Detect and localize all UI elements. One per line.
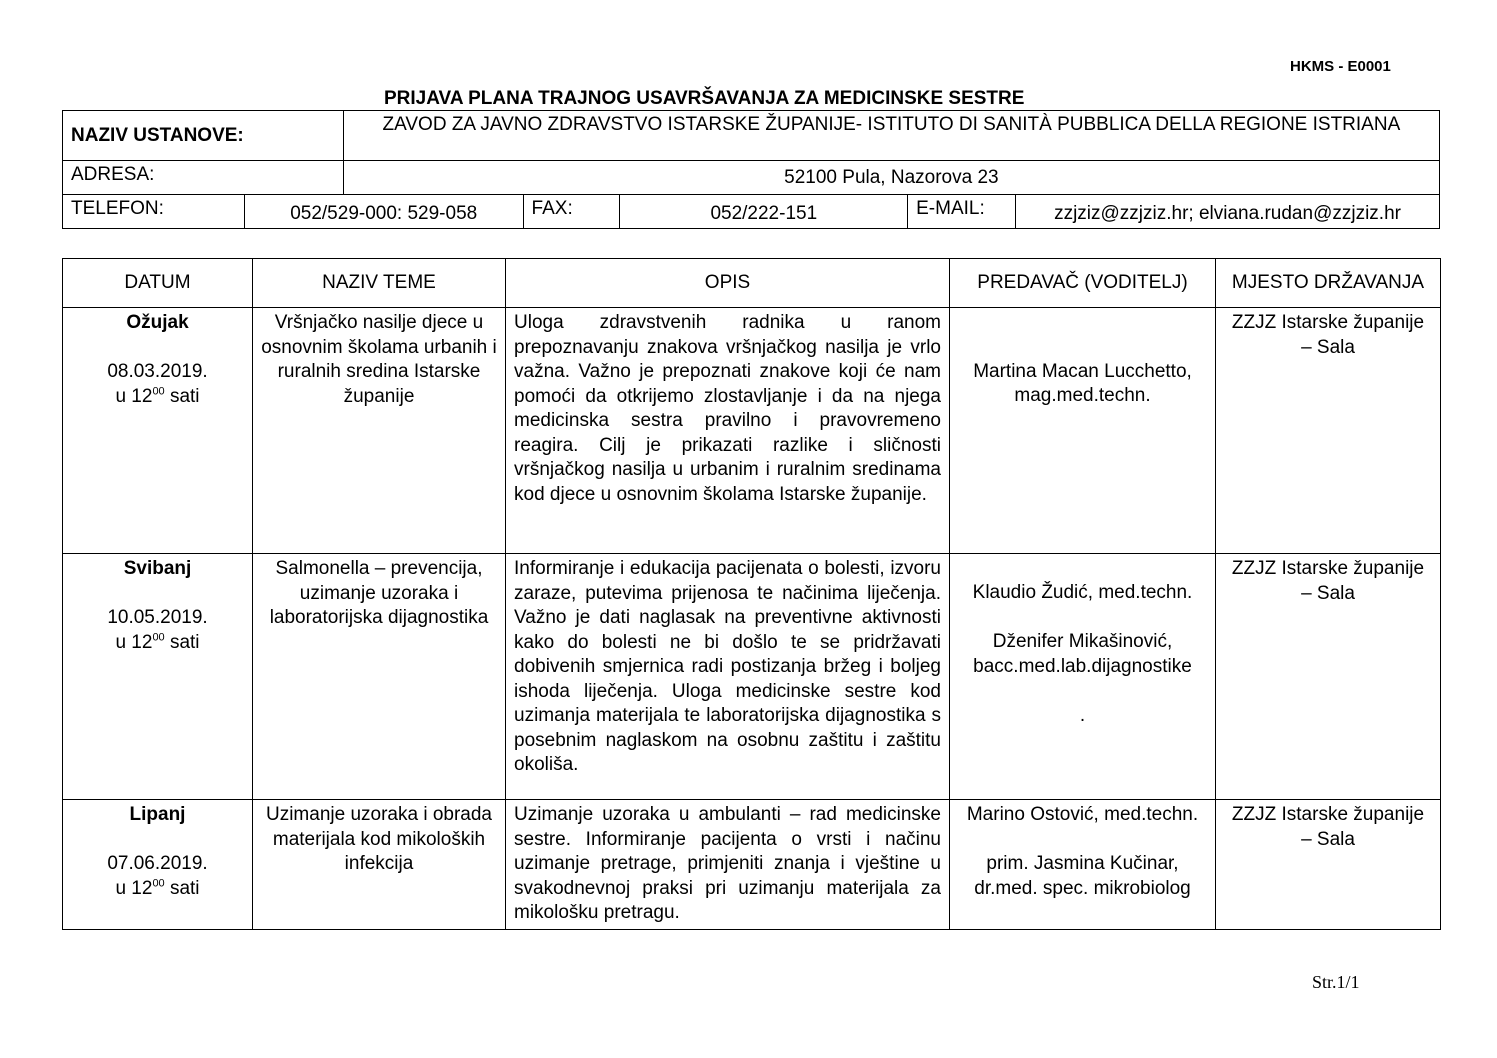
document-title: PRIJAVA PLANA TRAJNOG USAVRŠAVANJA ZA MEDICINSKE SESTRE bbox=[384, 88, 1025, 109]
email-label: E-MAIL: bbox=[908, 195, 1016, 229]
column-header-description: OPIS bbox=[506, 259, 950, 308]
month: Ožujak bbox=[126, 312, 189, 333]
date: 08.03.2019. bbox=[107, 361, 208, 382]
lecturer: Marino Ostović, med.techn. bbox=[966, 804, 1199, 825]
time: u $12^{00}$ sati bbox=[115, 631, 200, 653]
time: u $12^{00}$ sati bbox=[115, 385, 200, 407]
lecturer-note: . bbox=[1079, 704, 1086, 726]
lecturer: Klaudio Žudić, med.techn. bbox=[972, 582, 1193, 603]
lecturer: prim. Jasmina Kučinar, dr.med. spec. mikrobiolog bbox=[974, 853, 1191, 899]
table-row bbox=[63, 554, 1441, 800]
topic-cell: Salmonella – prevencija, uzimanje uzoraka i laboratorijska dijagnostika bbox=[253, 554, 506, 800]
address-value: 52100 Pula, Nazorova 23 bbox=[343, 161, 1439, 195]
lecturer-cell bbox=[950, 308, 1216, 554]
description-cell: Uloga zdravstvenih radnika u ranom prepoznavanju znakova vršnjačkog nasilja je vrlo važna. Važno je prepoznati znakove koji će nam pomoći da otkrijemo zlostavljanje i da na njega medicinska sestra pravilno i pravovremeno reagira. Cilj je prikazati razlike i sličnosti vršnjačkog nasilja u urbanim i ruralnim sredinama kod djece u osnovnim školama Istarske županije. bbox=[506, 308, 950, 554]
column-header-topic: NAZIV TEME bbox=[253, 259, 506, 308]
topic-cell: Uzimanje uzoraka i obrada materijala kod mikoloških infekcija bbox=[253, 800, 506, 930]
lecturer-cell bbox=[950, 800, 1216, 930]
table-header-row bbox=[63, 259, 1441, 308]
institution-info-table bbox=[62, 110, 1440, 229]
document-code: HKMS - E0001 bbox=[1290, 58, 1391, 75]
time: u $12^{00}$ sati bbox=[115, 877, 200, 899]
date-cell bbox=[63, 800, 253, 930]
lecturer: Dženifer Mikašinović, bacc.med.lab.dijagnostike bbox=[973, 631, 1192, 677]
email-value: zzjziz@zzjziz.hr; elviana.rudan@zzjziz.hr bbox=[1016, 195, 1440, 229]
education-plan-table bbox=[62, 258, 1441, 930]
month: Svibanj bbox=[123, 558, 192, 579]
lecturer-cell bbox=[950, 554, 1216, 800]
venue-cell: ZZJZ Istarske županije – Sala bbox=[1216, 308, 1441, 554]
venue-cell: ZZJZ Istarske županije – Sala bbox=[1216, 800, 1441, 930]
description-cell: Uzimanje uzoraka u ambulanti – rad medicinske sestre. Informiranje pacijenta o vrsti i načinu uzimanje pretrage, primjeniti znanja i vještine u svakodnevnoj praksi pri uzimanju materijala za mikološku pretragu. bbox=[506, 800, 950, 930]
date-cell bbox=[63, 308, 253, 554]
venue-cell: ZZJZ Istarske županije – Sala bbox=[1216, 554, 1441, 800]
month: Lipanj bbox=[129, 804, 186, 825]
description-cell: Informiranje i edukacija pacijenata o bolesti, izvoru zaraze, putevima prijenosa te načinima liječenja. Važno je dati naglasak na preventivne aktivnosti kako do bolesti ne bi došlo te se pridržavati dobivenih smjernica radi postizanja bržeg i boljeg ishoda liječenja. Uloga medicinske sestre kod uzimanja materijala te laboratorijska dijagnostika s posebnim naglaskom na osobnu zaštitu i zaštitu okoliša. bbox=[506, 554, 950, 800]
address-label: ADRESA: bbox=[63, 161, 344, 195]
date-cell bbox=[63, 554, 253, 800]
institution-label: NAZIV USTANOVE: bbox=[63, 111, 344, 161]
fax-label: FAX: bbox=[523, 195, 620, 229]
topic-cell: Vršnjačko nasilje djece u osnovnim školama urbanih i ruralnih sredina Istarske županije bbox=[253, 308, 506, 554]
fax-value: 052/222-151 bbox=[620, 195, 908, 229]
lecturer: Martina Macan Lucchetto, mag.med.techn. bbox=[973, 360, 1192, 406]
table-row bbox=[63, 308, 1441, 554]
phone-label: TELEFON: bbox=[63, 195, 245, 229]
column-header-venue: MJESTO DRŽAVANJA bbox=[1216, 259, 1441, 308]
column-header-lecturer: PREDAVAČ (VODITELJ) bbox=[950, 259, 1216, 308]
date: 10.05.2019. bbox=[107, 607, 208, 628]
institution-value: ZAVOD ZA JAVNO ZDRAVSTVO ISTARSKE ŽUPANIJE- ISTITUTO DI SANITÀ PUBBLICA DELLA REGIONE ISTRIANA bbox=[343, 111, 1439, 161]
phone-value: 052/529-000: 529-058 bbox=[244, 195, 523, 229]
column-header-date: DATUM bbox=[63, 259, 253, 308]
page-number: Str.1/1 bbox=[1312, 972, 1360, 992]
table-row bbox=[63, 800, 1441, 930]
date: 07.06.2019. bbox=[107, 853, 208, 874]
